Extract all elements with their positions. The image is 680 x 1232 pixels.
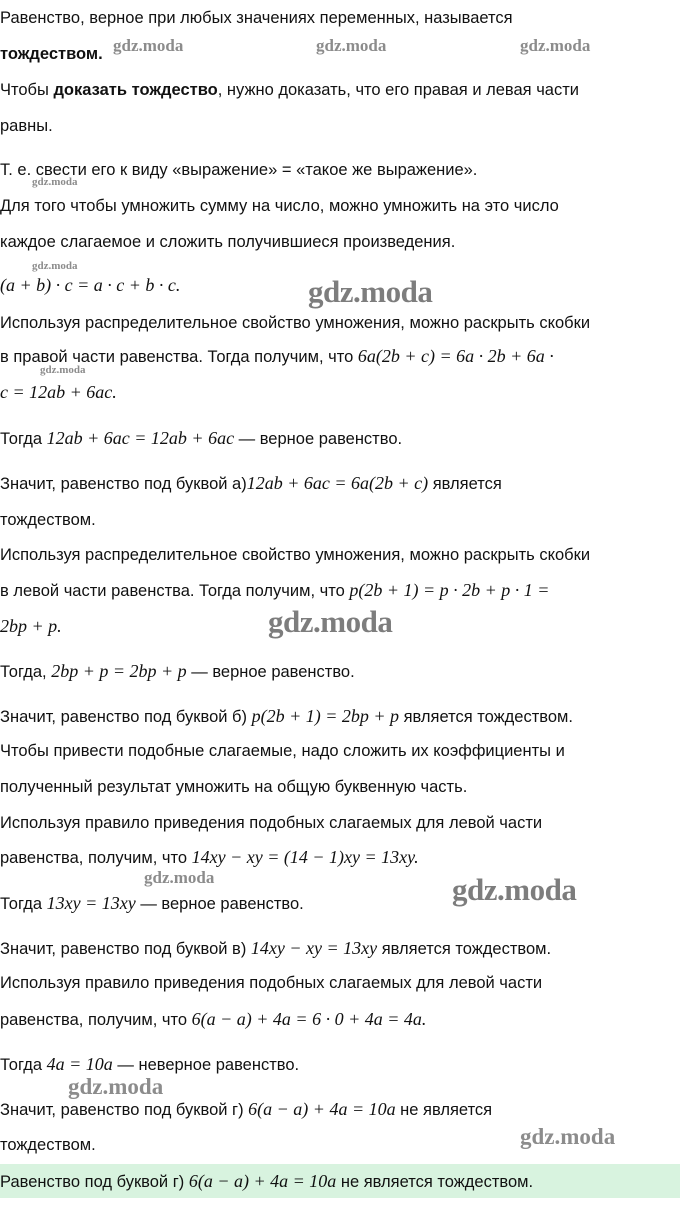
watermark: gdz.moda (40, 364, 86, 376)
text-line: Значит, равенство под буквой г) 6(a − a) + 4a = 10a не является (0, 1099, 493, 1119)
text-line: Используя правило приведения подобных слагаемых для левой части (0, 814, 543, 832)
text-line: Используя распределительное свойство умножения, можно раскрыть скобки (0, 546, 591, 564)
text-line: тождеством. (0, 511, 96, 529)
watermark: gdz.moda (268, 604, 393, 639)
watermark: gdz.moda (144, 868, 215, 887)
text-line: Т. е. свести его к виду «выражение» = «такое же выражение». (0, 161, 478, 179)
watermark: gdz.moda (316, 36, 387, 55)
text-line: Тогда 12ab + 6ac = 12ab + 6ac — верное равенство. (0, 428, 403, 448)
text-line: Используя правило приведения подобных слагаемых для левой части (0, 974, 543, 992)
text-line: Значит, равенство под буквой а)12ab + 6ac = 6a(2b + c) является (0, 473, 502, 493)
text-line: Значит, равенство под буквой б) p(2b + 1) = 2bp + p является тождеством. (0, 706, 573, 726)
text-line: равенства, получим, что 14xy − xy = (14 − 1)xy = 13xy. (0, 847, 419, 867)
text-line: в левой части равенства. Тогда получим, что p(2b + 1) = p · 2b + p · 1 = (0, 580, 550, 600)
text-line: Тогда, 2bp + p = 2bp + p — верное равенство. (0, 661, 355, 681)
text-line: Равенство, верное при любых значениях переменных, называется (0, 9, 513, 27)
answer-line: Равенство под буквой г) 6(a − a) + 4a = 10a не является тождеством. (0, 1171, 534, 1191)
text-line: равенства, получим, что 6(a − a) + 4a = 6 · 0 + 4a = 4a. (0, 1009, 427, 1029)
text-line: Используя распределительное свойство умножения, можно раскрыть скобки (0, 314, 591, 332)
text-line: Чтобы доказать тождество, нужно доказать, что его правая и левая части (0, 81, 580, 99)
math-formula: c = 12ab + 6ac. (0, 382, 117, 402)
watermark: gdz.moda (68, 1074, 164, 1099)
watermark: gdz.moda (308, 274, 433, 309)
watermark: gdz.moda (32, 176, 78, 188)
text-line: в правой части равенства. Тогда получим, что 6a(2b + c) = 6a · 2b + 6a · (0, 346, 554, 366)
math-formula: (a + b) · c = a · c + b · c. (0, 275, 181, 295)
math-formula: 2bp + p. (0, 616, 62, 636)
watermark: gdz.moda (520, 36, 591, 55)
text-line: тождеством. (0, 1136, 96, 1154)
text-line: Значит, равенство под буквой в) 14xy − xy = 13xy является тождеством. (0, 938, 552, 958)
watermark: gdz.moda (520, 1124, 616, 1149)
text-line: Чтобы привести подобные слагаемые, надо сложить их коэффициенты и (0, 742, 565, 760)
watermark: gdz.moda (452, 872, 577, 907)
text-line: Тогда 13xy = 13xy — верное равенство. (0, 893, 304, 913)
text-line: полученный результат умножить на общую буквенную часть. (0, 778, 468, 796)
text-line: каждое слагаемое и сложить получившиеся произведения. (0, 233, 456, 251)
text-line: Для того чтобы умножить сумму на число, можно умножить на это число (0, 197, 559, 215)
watermark: gdz.moda (32, 260, 78, 272)
text-line: равны. (0, 117, 53, 135)
watermark: gdz.moda (113, 36, 184, 55)
text-line: тождеством. (0, 45, 103, 63)
text-line: Тогда 4a = 10a — неверное равенство. (0, 1054, 300, 1074)
